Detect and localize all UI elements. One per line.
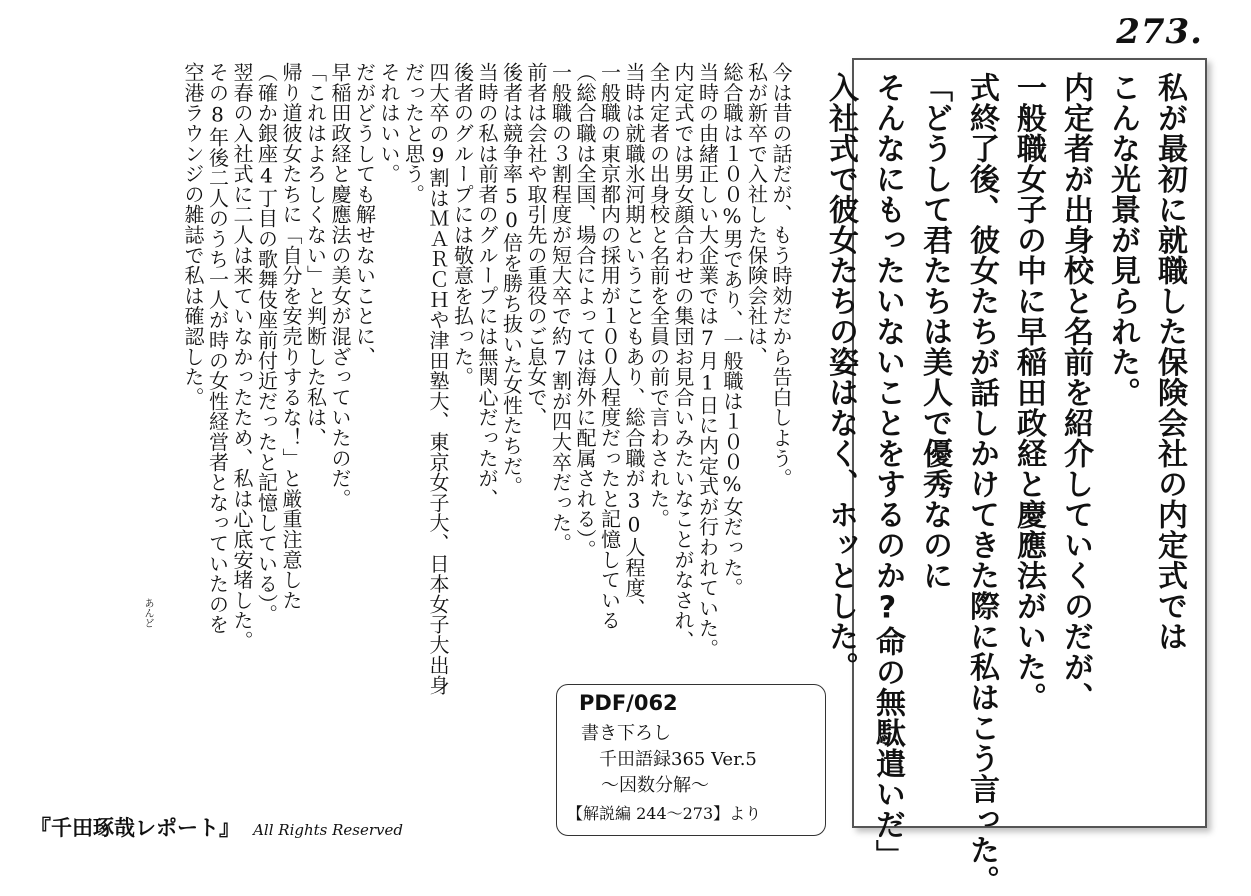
- ruby-annotation: あんど: [142, 598, 153, 628]
- footer-title: 『千田琢哉レポート』: [30, 815, 240, 840]
- body-text: 今は昔の話だが、もう時効だから告白しよう。 私が新卒で入社した保険会社は、 総合職は１００%男であり、一般職は１００%女だった。 当時の由緒正しい大企業では7月1日に内定式が行われていた。 内定式では男女顔合わせの集団お見合いみたいなことがなされ、 全内定者の出身校と名前を全員の前で言わされた。 当時は就職氷河期ということもあり、総合職が30人程度、 一般職の東京都内の採用が１００人程度だったと記憶している （総合職は全国、場合によっては海外に配属される）。 一般職の３割程度が短大卒で約7割が四大卒だった。 前者は会社や取引先の重役のご息女で、 後者は競争率50倍を勝ち抜いた女性たちだ。 当時の私は前者のグループには無関心だったが、 後者のグループには敬意を払った。 四大卒の9割はＭＡＲＣＨや津田塾大、東京女子大、日本女子大出身 だったと思う。 それはいい。 だがどうしても解せないことに、 早稲田政経と慶應法の美女が混ざっていたのだ。 「これはよろしくない」と判断した私は、 帰り道彼女たちに「自分を安売りするな！」と厳重注意した （確か銀座4丁目の歌舞伎座前付近だったと記憶している）。 翌春の入社式に二人は来ていなかったため、私は心底安堵した。 その8年後二人のうち一人が時の女性経営者となっていたのを 空港ラウンジの雑誌で私は確認した。: [181, 62, 793, 696]
- pdf-code: PDF/062: [579, 691, 678, 715]
- footer: [30, 812, 403, 842]
- info-line-1: 書き下ろし: [581, 723, 671, 744]
- highlight-text: 私が最初に就職した保険会社の内定式では こんな光景が見られた。 内定者が出身校と名前を紹介していくのだが、 一般職女子の中に早稲田政経と慶應法がいた。 式終了後、彼女たちが話しかけてきた際に私はこう言った。 「どうして君たちは美人で優秀なのに そんなにもったいないことをするのか?命の無駄遣いだ」 入社式で彼女たちの姿はなく、ホッとした。: [823, 72, 1187, 896]
- info-line-2: 千田語録365 Ver.5: [599, 749, 757, 770]
- source-info-box: [556, 684, 826, 836]
- highlight-box: [823, 58, 1207, 896]
- footer-rights: All Rights Reserved: [253, 821, 404, 839]
- info-line-3: 〜因数分解〜: [601, 775, 709, 796]
- page-number: 273.: [1116, 12, 1203, 52]
- info-line-4: 【解説編 244〜273】より: [567, 804, 762, 823]
